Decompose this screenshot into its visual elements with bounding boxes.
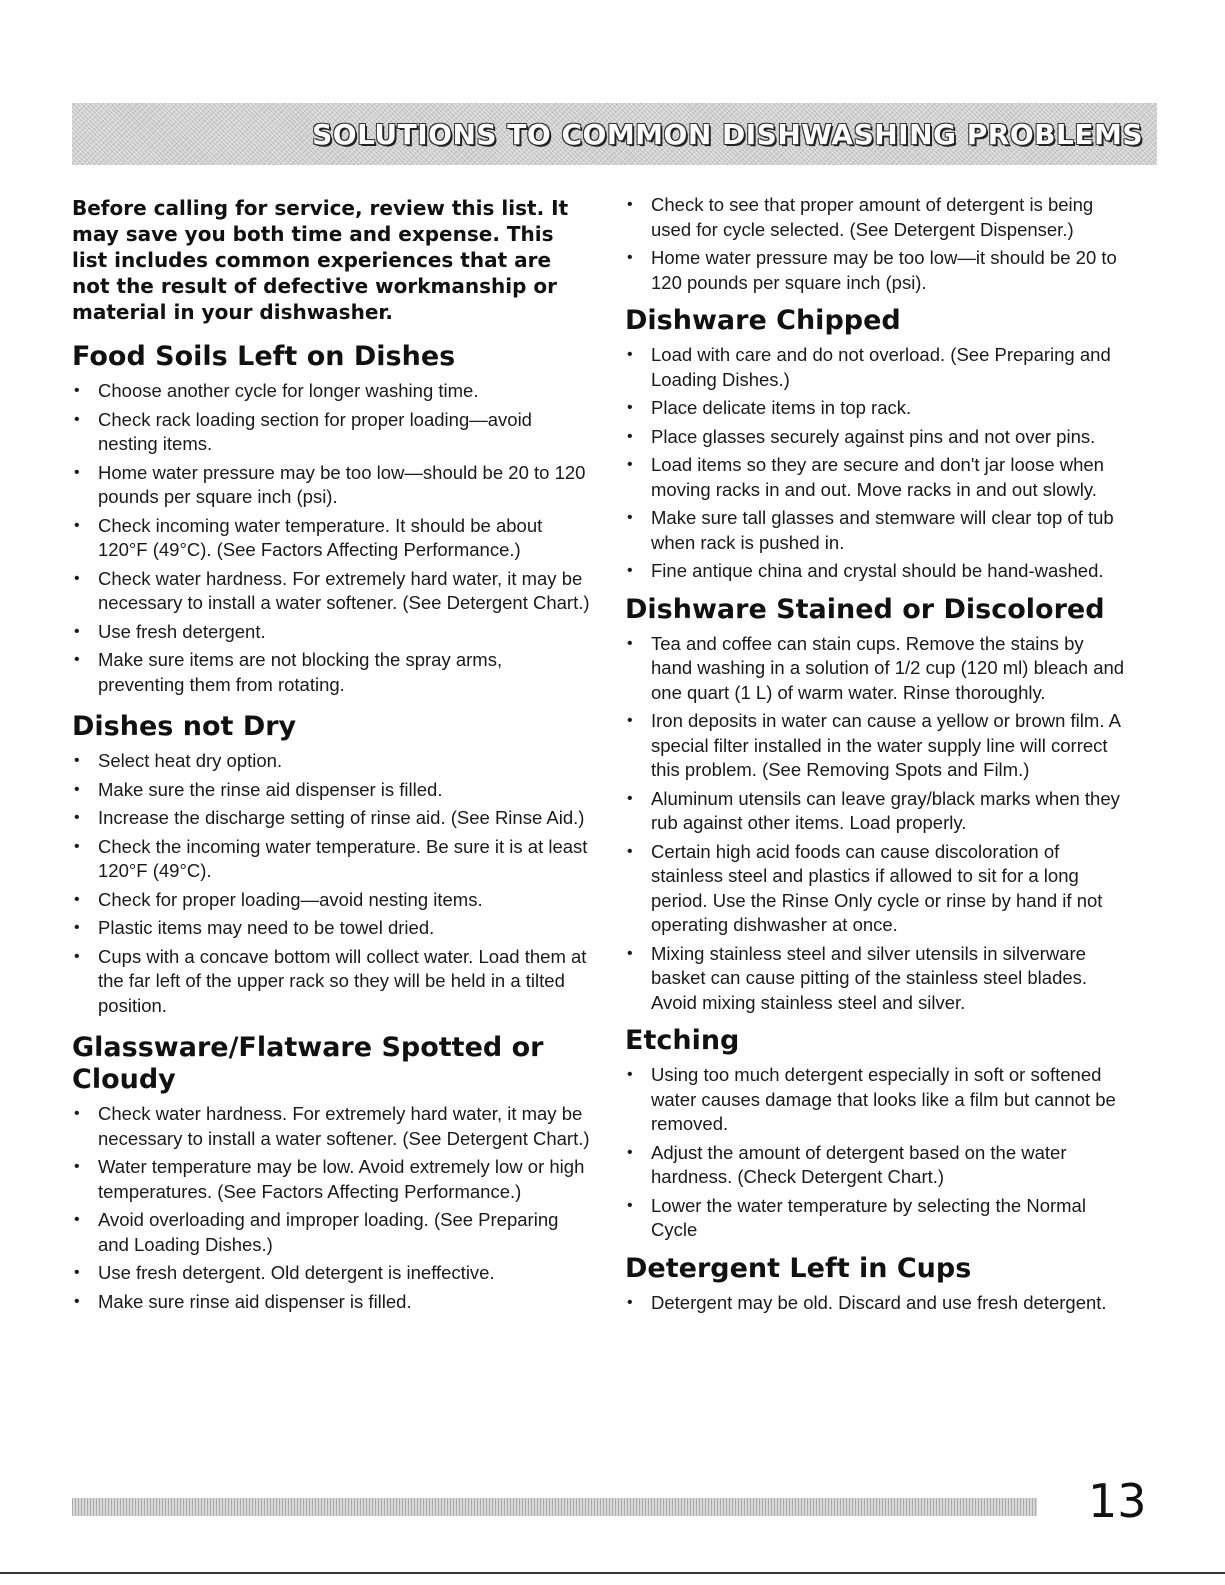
section-title: Glassware/Flatware Spotted or Cloudy [72, 1032, 544, 1095]
list-item: • Check the incoming water temperature. Be sure it is at least 120°F (49°C). [72, 835, 592, 884]
bottom-rule [0, 1572, 1225, 1574]
list-item: • Check to see that proper amount of detergent is being used for cycle selected. (See Detergent Dispenser.) [625, 193, 1125, 242]
list-item: • Cups with a concave bottom will collect water. Load them at the far left of the upper rack so they will be held in a tilted position. [72, 945, 592, 1019]
list-item: • Check water hardness. For extremely hard water, it may be necessary to install a water softener. (See Detergent Chart.) [72, 1102, 592, 1151]
section-title: Dishes not Dry [72, 711, 297, 742]
right-sections [625, 305, 1125, 1315]
right-column [625, 193, 1125, 1319]
left-sections [72, 341, 592, 1314]
list-item: • Check for proper loading—avoid nesting items. [72, 888, 592, 913]
list-item: • Increase the discharge setting of rinse aid. (See Rinse Aid.) [72, 806, 592, 831]
list-item: • Aluminum utensils can leave gray/black marks when they rub against other items. Load properly. [625, 787, 1125, 836]
list-item: • Certain high acid foods can cause discoloration of stainless steel and plastics if allowed to sit for a long period. Use the Rinse Only cycle or rinse by hand if not operating dishwasher at once. [625, 840, 1125, 938]
list-item: • Home water pressure may be too low—it should be 20 to 120 pounds per square inch (psi). [625, 246, 1125, 295]
list-item: • Using too much detergent especially in soft or softened water causes damage that looks like a film but cannot be removed. [625, 1063, 1125, 1137]
list-item: • Make sure tall glasses and stemware will clear top of tub when rack is pushed in. [625, 506, 1125, 555]
right-intro-list [625, 193, 1125, 295]
list-item: • Place glasses securely against pins and not over pins. [625, 425, 1125, 450]
section-title: Food Soils Left on Dishes [72, 341, 456, 372]
page-title: SOLUTIONS TO COMMON DISHWASHING PROBLEMS [312, 117, 1143, 151]
bullet-list [72, 749, 592, 1018]
list-item: • Iron deposits in water can cause a yellow or brown film. A special filter installed in the water supply line will correct this problem. (See Removing Spots and Film.) [625, 709, 1125, 783]
list-item: • Select heat dry option. [72, 749, 592, 774]
bullet-list [72, 379, 592, 697]
bullet-list [625, 343, 1125, 584]
bullet-list [72, 1102, 592, 1314]
list-item: • Home water pressure may be too low—should be 20 to 120 pounds per square inch (psi). [72, 461, 592, 510]
list-item: • Choose another cycle for longer washing time. [72, 379, 592, 404]
left-column [72, 195, 592, 1318]
list-item: • Mixing stainless steel and silver utensils in silverware basket can cause pitting of the stainless steel blades. Avoid mixing stainless steel and silver. [625, 942, 1125, 1016]
list-item: • Water temperature may be low. Avoid extremely low or high temperatures. (See Factors Affecting Performance.) [72, 1155, 592, 1204]
section-title: Detergent Left in Cups [625, 1252, 972, 1284]
bullet-list [625, 1063, 1125, 1243]
bullet-list [625, 632, 1125, 1016]
list-item: • Plastic items may need to be towel dried. [72, 916, 592, 941]
list-item: • Adjust the amount of detergent based on the water hardness. (Check Detergent Chart.) [625, 1141, 1125, 1190]
list-item: • Make sure the rinse aid dispenser is filled. [72, 778, 592, 803]
list-item: • Make sure items are not blocking the spray arms, preventing them from rotating. [72, 648, 592, 697]
bullet-list [625, 1291, 1125, 1316]
header-banner [72, 103, 1157, 165]
list-item: • Tea and coffee can stain cups. Remove the stains by hand washing in a solution of 1/2 cup (120 ml) bleach and one quart (1 L) of warm water. Rinse thoroughly. [625, 632, 1125, 706]
list-item: • Check rack loading section for proper loading—avoid nesting items. [72, 408, 592, 457]
list-item: • Check incoming water temperature. It should be about 120°F (49°C). (See Factors Affecting Performance.) [72, 514, 592, 563]
list-item: • Load items so they are secure and don't jar loose when moving racks in and out. Move racks in and out slowly. [625, 453, 1125, 502]
section-title: Dishware Chipped [625, 305, 901, 336]
list-item: • Fine antique china and crystal should be hand-washed. [625, 559, 1125, 584]
list-item: • Lower the water temperature by selecting the Normal Cycle [625, 1194, 1125, 1243]
intro-text: Before calling for service, review this list. It may save you both time and expense. This list includes common experiences that are not the result of defective workmanship or material in your dishwasher. [72, 196, 569, 324]
list-item: • Check water hardness. For extremely hard water, it may be necessary to install a water softener. (See Detergent Chart.) [72, 567, 592, 616]
footer-bar [72, 1498, 1037, 1516]
list-item: • Use fresh detergent. [72, 620, 592, 645]
list-item: • Use fresh detergent. Old detergent is ineffective. [72, 1261, 592, 1286]
list-item: • Place delicate items in top rack. [625, 396, 1125, 421]
page-number: 13 [1088, 1474, 1147, 1528]
list-item: • Detergent may be old. Discard and use fresh detergent. [625, 1291, 1125, 1316]
list-item: • Make sure rinse aid dispenser is filled. [72, 1290, 592, 1315]
section-title: Etching [625, 1025, 740, 1056]
list-item: • Load with care and do not overload. (See Preparing and Loading Dishes.) [625, 343, 1125, 392]
list-item: • Avoid overloading and improper loading. (See Preparing and Loading Dishes.) [72, 1208, 592, 1257]
section-title: Dishware Stained or Discolored [625, 593, 1105, 625]
